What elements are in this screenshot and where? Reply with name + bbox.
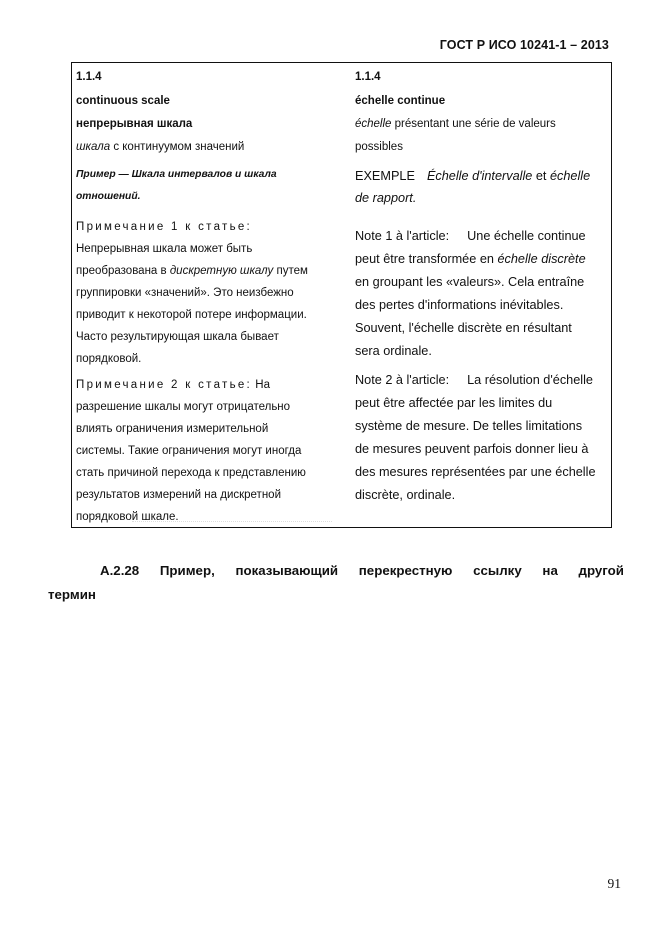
french-note1-label: Note 1 à l'article: Une échelle continue xyxy=(355,229,586,243)
french-note1-line: peut être transformée en échelle discrète xyxy=(355,252,586,266)
russian-definition: шкала с континуумом значений xyxy=(76,141,245,153)
french-note2-line: peut être affectée par les limites du xyxy=(355,396,553,410)
french-note2-line: de mesures peuvent parfois donner lieu à xyxy=(355,442,589,456)
french-note1-line: Souvent, l'échelle discrète en résultant xyxy=(355,321,572,335)
french-example-line2: de rapport. xyxy=(355,191,417,205)
french-example: EXEMPLE Échelle d'intervalle et échelle xyxy=(355,169,591,183)
russian-note1-label: Примечание 1 к статье: xyxy=(76,221,253,233)
document-header: ГОСТ Р ИСО 10241-1 – 2013 xyxy=(439,38,609,52)
russian-note1-line: Часто результирующая шкала бывает xyxy=(76,331,279,343)
french-definition: échelle présentant une série de valeurs xyxy=(355,118,556,130)
term-entry-table xyxy=(71,62,612,528)
section-heading-word: на xyxy=(542,563,558,578)
entry-number: 1.1.4 xyxy=(76,71,102,83)
section-heading-line2: термин xyxy=(48,587,96,602)
french-note1-line: des pertes d'informations inévitables. xyxy=(355,298,564,312)
scan-artifact-divider xyxy=(132,521,332,528)
russian-term: непрерывная шкала xyxy=(76,118,193,130)
section-heading xyxy=(100,563,624,578)
french-note2-line: discrète, ordinale. xyxy=(355,488,456,502)
french-note2-line: système de mesure. De telles limitations xyxy=(355,419,583,433)
russian-example-line1: Пример — Шкала интервалов и шкала xyxy=(76,169,277,180)
french-note1-line: en groupant les «valeurs». Cela entraîne xyxy=(355,275,585,289)
french-entry-number: 1.1.4 xyxy=(355,71,381,83)
section-number: A.2.28 xyxy=(100,563,140,578)
russian-note2-line: системы. Такие ограничения могут иногда xyxy=(76,445,302,457)
french-definition-line2: possibles xyxy=(355,141,403,153)
russian-note1-line: Непрерывная шкала может быть xyxy=(76,243,253,255)
russian-note2-line: стать причиной перехода к представлению xyxy=(76,467,306,479)
russian-note2-line: разрешение шкалы могут отрицательно xyxy=(76,401,291,413)
russian-note1-line: порядковой. xyxy=(76,353,142,365)
section-heading-word: другой xyxy=(578,563,624,578)
russian-note1-line: преобразована в дискретную шкалу путем xyxy=(76,265,308,277)
russian-note2-line: результатов измерений на дискретной xyxy=(76,489,281,501)
russian-note2-line: порядковой шкале. xyxy=(76,511,179,523)
russian-note1-line: группировки «значений». Это неизбежно xyxy=(76,287,294,299)
page-number: 91 xyxy=(607,876,621,891)
russian-note1-line: приводит к некоторой потере информации. xyxy=(76,309,307,321)
french-note2-line: des mesures représentées par une échelle xyxy=(355,465,596,479)
section-heading-word: показывающий xyxy=(235,563,339,578)
english-term: continuous scale xyxy=(76,95,170,107)
section-heading-word: ссылку xyxy=(473,563,522,578)
french-note2-label: Note 2 à l'article: La résolution d'échelle xyxy=(355,373,593,387)
russian-example-line2: отношений. xyxy=(76,191,141,202)
french-note1-line: sera ordinale. xyxy=(355,344,432,358)
russian-note2-line: влиять ограничения измерительной xyxy=(76,423,269,435)
russian-note2-label: Примечание 2 к статье: На xyxy=(76,379,270,391)
french-term: échelle continue xyxy=(355,95,446,107)
section-heading-word: Пример, xyxy=(159,563,215,578)
section-heading-word: перекрестную xyxy=(358,563,453,578)
